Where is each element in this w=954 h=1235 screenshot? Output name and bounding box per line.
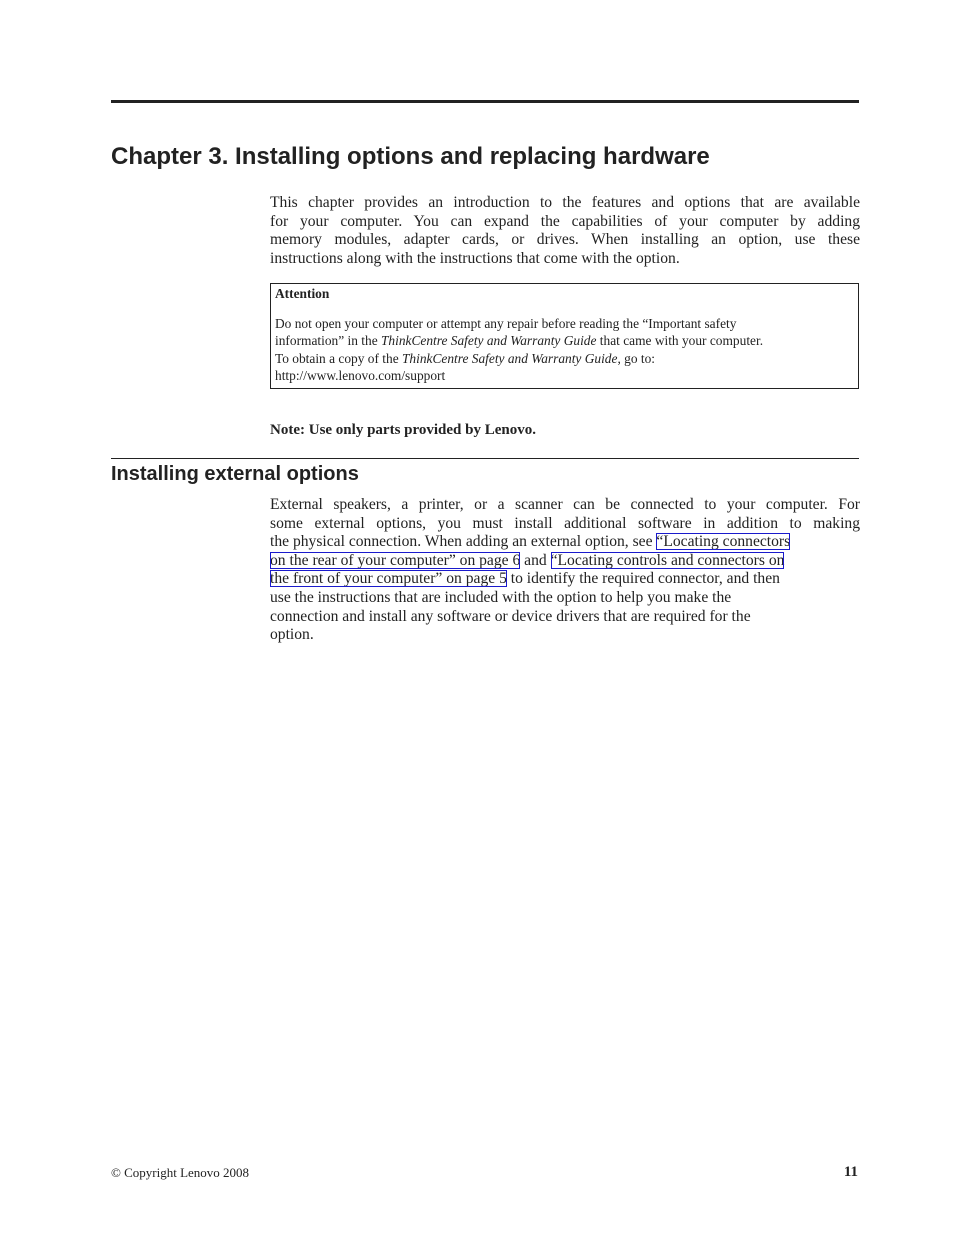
paragraph-text-part: to identify the required connector, and then bbox=[506, 570, 780, 588]
paragraph-line: some external options, you must install additional software in addition to making bbox=[270, 514, 860, 532]
attention-text-part: information” in the bbox=[275, 333, 381, 349]
attention-line: Do not open your computer or attempt any repair before reading the “Important safety bbox=[275, 316, 737, 331]
attention-line bbox=[275, 332, 853, 349]
support-url: http://www.lenovo.com/support bbox=[275, 368, 446, 384]
link-rear-connectors[interactable]: on the rear of your computer” on page 6 bbox=[270, 551, 521, 569]
link-front-controls[interactable]: “Locating controls and connectors on bbox=[550, 551, 785, 569]
intro-paragraph bbox=[270, 194, 860, 268]
guide-title: ThinkCentre Safety and Warranty Guide bbox=[401, 350, 618, 366]
paragraph-line bbox=[270, 533, 860, 552]
intro-line: for your computer. You can expand the capabilities of your computer by adding bbox=[270, 212, 860, 230]
paragraph-line: option. bbox=[270, 626, 314, 644]
intro-line: This chapter provides an introduction to the features and options that are available bbox=[270, 194, 860, 211]
chapter-top-rule bbox=[111, 100, 859, 103]
paragraph-line bbox=[270, 552, 860, 571]
attention-notice bbox=[270, 283, 859, 389]
intro-line: instructions along with the instructions that come with the option. bbox=[270, 249, 680, 267]
guide-title: ThinkCentre Safety and Warranty Guide bbox=[380, 333, 597, 349]
intro-line: memory modules, adapter cards, or drives. When installing an option, use these bbox=[270, 231, 860, 249]
note-text: Note: Use only parts provided by Lenovo. bbox=[270, 422, 536, 438]
paragraph-text-part: the physical connection. When adding an external option, see bbox=[270, 533, 657, 551]
link-front-controls[interactable]: the front of your computer” on page 5 bbox=[270, 570, 507, 588]
page-number: 11 bbox=[843, 1164, 858, 1180]
attention-body bbox=[275, 315, 853, 385]
paragraph-text-part: and bbox=[520, 551, 551, 569]
external-options-paragraph bbox=[270, 496, 860, 645]
attention-text-part: , go to: bbox=[617, 350, 656, 366]
attention-text-part: To obtain a copy of the bbox=[275, 350, 402, 366]
attention-line bbox=[275, 350, 853, 367]
paragraph-line bbox=[270, 570, 860, 589]
section-title: Installing external options bbox=[111, 463, 359, 485]
paragraph-line: connection and install any software or device drivers that are required for the bbox=[270, 607, 751, 625]
link-rear-connectors[interactable]: “Locating connectors bbox=[656, 533, 791, 551]
attention-text-part: that came with your computer. bbox=[596, 333, 764, 349]
paragraph-line: External speakers, a printer, or a scanner can be connected to your computer. For bbox=[270, 496, 860, 513]
paragraph-line: use the instructions that are included with the option to help you make the bbox=[270, 588, 732, 606]
footer-copyright: © Copyright Lenovo 2008 bbox=[111, 1165, 250, 1180]
attention-title: Attention bbox=[275, 286, 330, 301]
chapter-title: Chapter 3. Installing options and replacing hardware bbox=[111, 143, 710, 170]
section-rule bbox=[111, 458, 859, 459]
